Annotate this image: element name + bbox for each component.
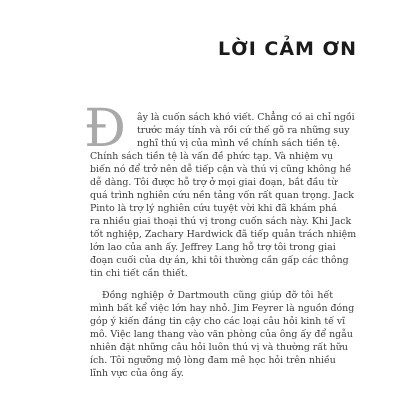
paragraph-line: ra nhiều giai thoại thú vị trong cuốn sách này. Khi Jack bbox=[90, 216, 352, 227]
paragraph-line: biến nó để trở nên dễ tiếp cận và thú vị cũng không hề bbox=[90, 164, 352, 175]
paragraph-line: lĩnh vực của ông ấy. bbox=[90, 368, 184, 379]
paragraph-line: nghĩ thú vị của mình về chính sách tiền tệ. bbox=[137, 138, 340, 149]
paragraph-line: tốt nghiệp, Zachary Hardwick đã tiếp quản trách nhiệm bbox=[90, 229, 357, 240]
paragraph-line: ích. Tôi ngưỡng mộ lòng đam mê học hỏi trên nhiều bbox=[90, 355, 336, 366]
paragraph-line: mô. Việc lang thang vào văn phòng của ông ấy để ngẫu bbox=[90, 329, 353, 340]
paragraph-line: tin chi tiết cần thiết. bbox=[90, 268, 188, 279]
paragraph-line: dễ dàng. Tôi được hỗ trợ ở mọi giai đoạn, bắt đầu từ bbox=[90, 177, 338, 188]
paragraph-line: trước máy tính và rồi cứ thế gõ ra những suy bbox=[137, 125, 350, 136]
paragraph-line: ây là cuốn sách khó viết. Chẳng có ai chỉ ngồi bbox=[137, 112, 355, 123]
paragraph-line: Đồng nghiệp ở Dartmouth cũng giúp đỡ tôi hết bbox=[102, 290, 333, 301]
page-title: LỜI CẢM ƠN bbox=[218, 38, 358, 60]
paragraph-line: đoạn cuối của dự án, khi tôi thường cần gấp các thông bbox=[90, 255, 349, 266]
paragraph-line: quá trình nghiên cứu nền tảng vốn rất quan trọng. Jack bbox=[90, 190, 354, 201]
paragraph-line: Pinto là trợ lý nghiên cứu tuyệt vời khi đã khám phá bbox=[90, 203, 337, 214]
paragraph-line: mình bất kể việc lớn hay nhỏ. Jim Feyrer là nguồn đóng bbox=[90, 303, 355, 314]
paragraph-line: Chính sách tiền tệ là vấn đề phức tạp. Và nhiệm vụ bbox=[90, 151, 333, 162]
drop-cap-letter: Đ bbox=[84, 99, 126, 159]
paragraph-line: nhiên đặt những câu hỏi luôn thú vị và thường rất hữu bbox=[90, 342, 348, 353]
paragraph-line: lớn lao của anh ấy. Jeffrey Lang hỗ trợ tôi trong giai bbox=[90, 242, 336, 253]
paragraph-line: góp ý kiến đáng tin cậy cho các loại câu hỏi kinh tế vĩ bbox=[90, 316, 346, 327]
